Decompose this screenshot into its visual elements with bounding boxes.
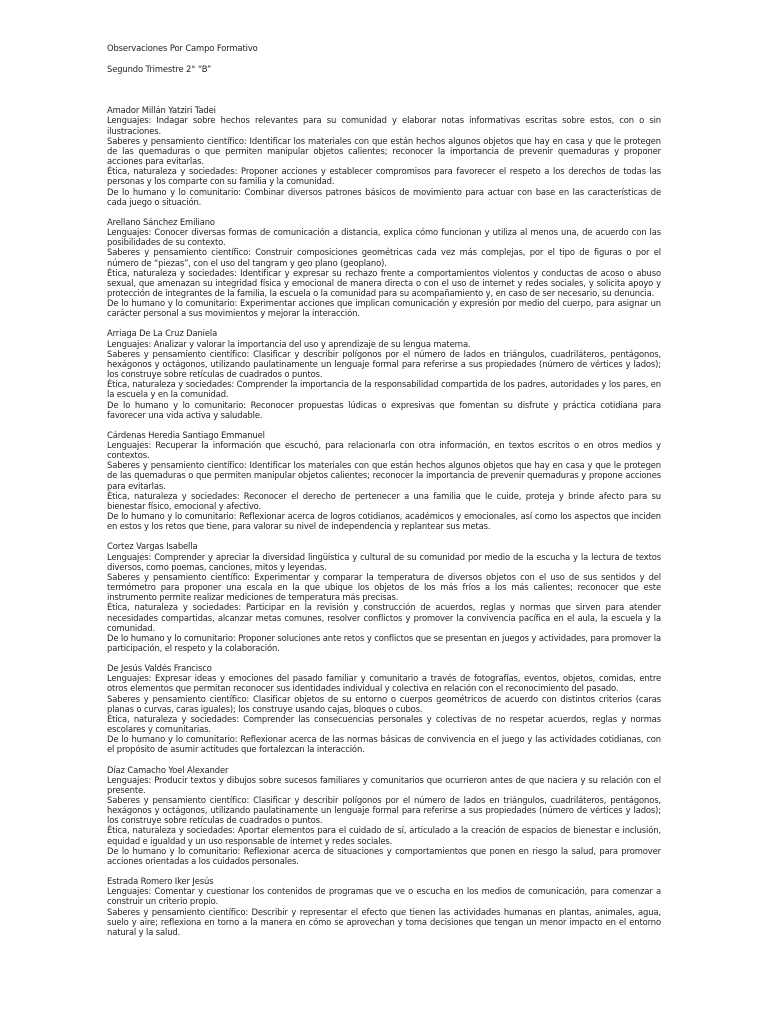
student-observations	[107, 105, 661, 937]
saberes-observation: Saberes y pensamiento científico: Clasificar y describir polígonos por el número de lados en triángulos, cuadriláteros, pentágonos, hexágonos y octágonos, utilizando paulatinamente un lenguaje formal para referirse a sus propiedades (número de vértices y lados); los construye sobre retículas de cuadrados o puntos.	[107, 348, 661, 380]
student-entry	[107, 765, 661, 867]
etica-observation: Ética, naturaleza y sociedades: Proponer acciones y establecer compromisos para favorecer el respeto a los derechos de todas las personas y los comparte con su familia y la comunidad.	[107, 166, 661, 187]
lenguajes-observation: Lenguajes: Producir textos y dibujos sobre sucesos familiares y comunitarios que ocurrieron antes de que naciera y su relación con el presente.	[107, 774, 661, 795]
saberes-observation: Saberes y pensamiento científico: Clasificar objetos de su entorno o cuerpos geométricos de acuerdo con distintos criterios (caras planas o curvas, caras iguales); los construye usando cajas, bloques o cubos.	[107, 693, 661, 714]
student-name: Cárdenas Heredia Santiago Emmanuel	[107, 429, 265, 440]
student-entry	[107, 217, 661, 319]
lenguajes-observation: Lenguajes: Recuperar la información que escuchó, para relacionarla con otra información, en textos escritos o en otros medios y contextos.	[107, 440, 661, 461]
humano-observation: De lo humano y lo comunitario: Reflexionar acerca de situaciones y comportamientos que ponen en riesgo la salud, para promover acciones orientadas a los cuidados personales.	[107, 845, 661, 866]
lenguajes-observation: Lenguajes: Conocer diversas formas de comunicación a distancia, explica cómo funcionan y utiliza al menos una, de acuerdo con las posibilidades de su contexto.	[107, 227, 661, 248]
etica-observation: Ética, naturaleza y sociedades: Identificar y expresar su rechazo frente a comportamientos violentos y conductas de acoso o abuso sexual, que amenazan su integridad física y emocional de manera directa o con el uso de internet y redes sociales, y solicita apoyo y protección de integrantes de la familia, la escuela o la comunidad para su acompañamiento y, en caso de ser necesario, su denuncia.	[107, 267, 661, 298]
etica-observation: Ética, naturaleza y sociedades: Aportar elementos para el cuidado de sí, articulado a la creación de espacios de bienestar e inclusión, equidad e igualdad y un uso responsable de internet y redes sociales.	[107, 825, 661, 846]
etica-observation: Ética, naturaleza y sociedades: Participar en la revisión y construcción de acuerdos, reglas y normas que sirven para atender necesidades compartidas, alcanzar metas comunes, resolver conflictos y promover la convivencia pacífica en el aula, la escuela y la comunidad.	[107, 602, 661, 633]
student-name: Amador Millán Yatziri Tadei	[107, 105, 216, 116]
saberes-observation: Saberes y pensamiento científico: Experimentar y comparar la temperatura de diversos objetos con el uso de sus sentidos y del termómetro para proponer una escala en la que ubique los objetos de los más fríos a los más calientes; reconocer que este instrumento permite realizar mediciones de temperatura más precisas.	[107, 571, 661, 603]
student-entry	[107, 876, 661, 937]
saberes-observation: Saberes y pensamiento científico: Identificar los materiales con que están hechos algunos objetos que hay en casa y que le protegen de las quemaduras o que permiten manipular objetos calientes; reconocer la importancia de prevenir quemaduras y proponer acciones para evitarlas.	[107, 135, 661, 167]
humano-observation: De lo humano y lo comunitario: Reflexionar acerca de las normas básicas de convivencia en el juego y las actividades cotidianas, con el propósito de asumir actitudes que fortalezcan la interacción.	[107, 734, 661, 755]
humano-observation: De lo humano y lo comunitario: Proponer soluciones ante retos y conflictos que se presentan en juegos y actividades, para promover la participación, el respeto y la colaboración.	[107, 632, 661, 653]
saberes-observation: Saberes y pensamiento científico: Clasificar y describir polígonos por el número de lados en triángulos, cuadriláteros, pentágonos, hexágonos y octágonos, utilizando paulatinamente un lenguaje formal para referirse a sus propiedades (número de vértices y lados); los construye sobre retículas de cuadrados o puntos.	[107, 795, 661, 826]
saberes-observation: Saberes y pensamiento científico: Identificar los materiales con que están hechos algunos objetos que hay en casa y que le protegen de las quemaduras o que permiten manipular objetos calientes; reconocer la importancia de prevenir quemaduras y propone acciones para evitarlas.	[107, 460, 661, 491]
lenguajes-observation: Lenguajes: Expresar ideas y emociones del pasado familiar y comunitario a través de fotografías, eventos, objetos, comidas, entre otros elementos que permitan reconocer sus identidades individual y colectiva en relación con el reconocimiento del pasado.	[107, 673, 661, 694]
lenguajes-observation: Lenguajes: Indagar sobre hechos relevantes para su comunidad y elaborar notas informativas escritas sobre estos, con o sin ilustraciones.	[107, 115, 661, 136]
humano-observation: De lo humano y lo comunitario: Reflexionar acerca de logros cotidianos, académicos y emocionales, así como los aspectos que inciden en estos y los retos que tiene, para valorar su nivel de independencia y replantear sus metas.	[107, 511, 661, 532]
humano-observation: De lo humano y lo comunitario: Experimentar acciones que implican comunicación y expresión por medio del cuerpo, para asignar un carácter personal a sus movimientos y mejorar la interacción.	[107, 298, 661, 319]
student-name: Cortez Vargas Isabella	[107, 541, 198, 552]
student-entry	[107, 663, 661, 754]
student-name: Díaz Camacho Yoel Alexander	[107, 764, 229, 775]
student-entry	[107, 541, 661, 653]
humano-observation: De lo humano y lo comunitario: Reconocer propuestas lúdicas o expresivas que fomentan su disfrute y práctica cotidiana para favorecer una vida activa y saludable.	[107, 399, 661, 420]
student-name: Estrada Romero Iker Jesús	[107, 876, 214, 887]
humano-observation: De lo humano y lo comunitario: Combinar diversos patrones básicos de movimiento para actuar con base en las características de cada juego o situación.	[107, 186, 661, 207]
saberes-observation: Saberes y pensamiento científico: Describir y representar el efecto que tienen las actividades humanas en plantas, animales, agua, suelo y aire; reflexiona en torno a la manera en cómo se aprovechan y toma decisiones que tengan un menor impacto en el entorno natural y la salud.	[107, 906, 661, 937]
etica-observation: Ética, naturaleza y sociedades: Reconocer el derecho de pertenecer a una familia que le cuide, proteja y brinde afecto para su bienestar físico, emocional y afectivo.	[107, 490, 661, 511]
document-title: Observaciones Por Campo Formativo	[107, 43, 258, 53]
etica-observation: Ética, naturaleza y sociedades: Comprender las consecuencias personales y colectivas de no respetar acuerdos, reglas y normas escolares y comunitarias.	[107, 713, 661, 735]
lenguajes-observation: Lenguajes: Analizar y valorar la importancia del uso y aprendizaje de su lengua materna.	[107, 338, 471, 349]
lenguajes-observation: Lenguajes: Comentar y cuestionar los contenidos de programas que ve o escucha en los medios de comunicación, para comenzar a construir un criterio propio.	[107, 886, 661, 907]
student-entry	[107, 105, 661, 207]
student-entry	[107, 430, 661, 532]
student-name: Arellano Sánchez Emiliano	[107, 216, 215, 227]
document-subtitle: Segundo Trimestre 2° “B”	[107, 64, 212, 75]
saberes-observation: Saberes y pensamiento científico: Construir composiciones geométricas cada vez más complejas, por el tipo de figuras o por el número de “piezas”, con el uso del tangram y geo plano (geoplano).	[107, 247, 661, 268]
student-name: De Jesús Valdés Francisco	[107, 663, 212, 674]
student-name: Arriaga De La Cruz Daniela	[107, 328, 218, 339]
student-entry	[107, 328, 661, 419]
etica-observation: Ética, naturaleza y sociedades: Comprender la importancia de la responsabilidad compartida de los padres, autoridades y los pares, en la escuela y en la comunidad.	[107, 379, 661, 400]
lenguajes-observation: Lenguajes: Comprender y apreciar la diversidad lingüística y cultural de su comunidad por medio de la escucha y la lectura de textos diversos, como poemas, canciones, mitos y leyendas.	[107, 551, 661, 572]
